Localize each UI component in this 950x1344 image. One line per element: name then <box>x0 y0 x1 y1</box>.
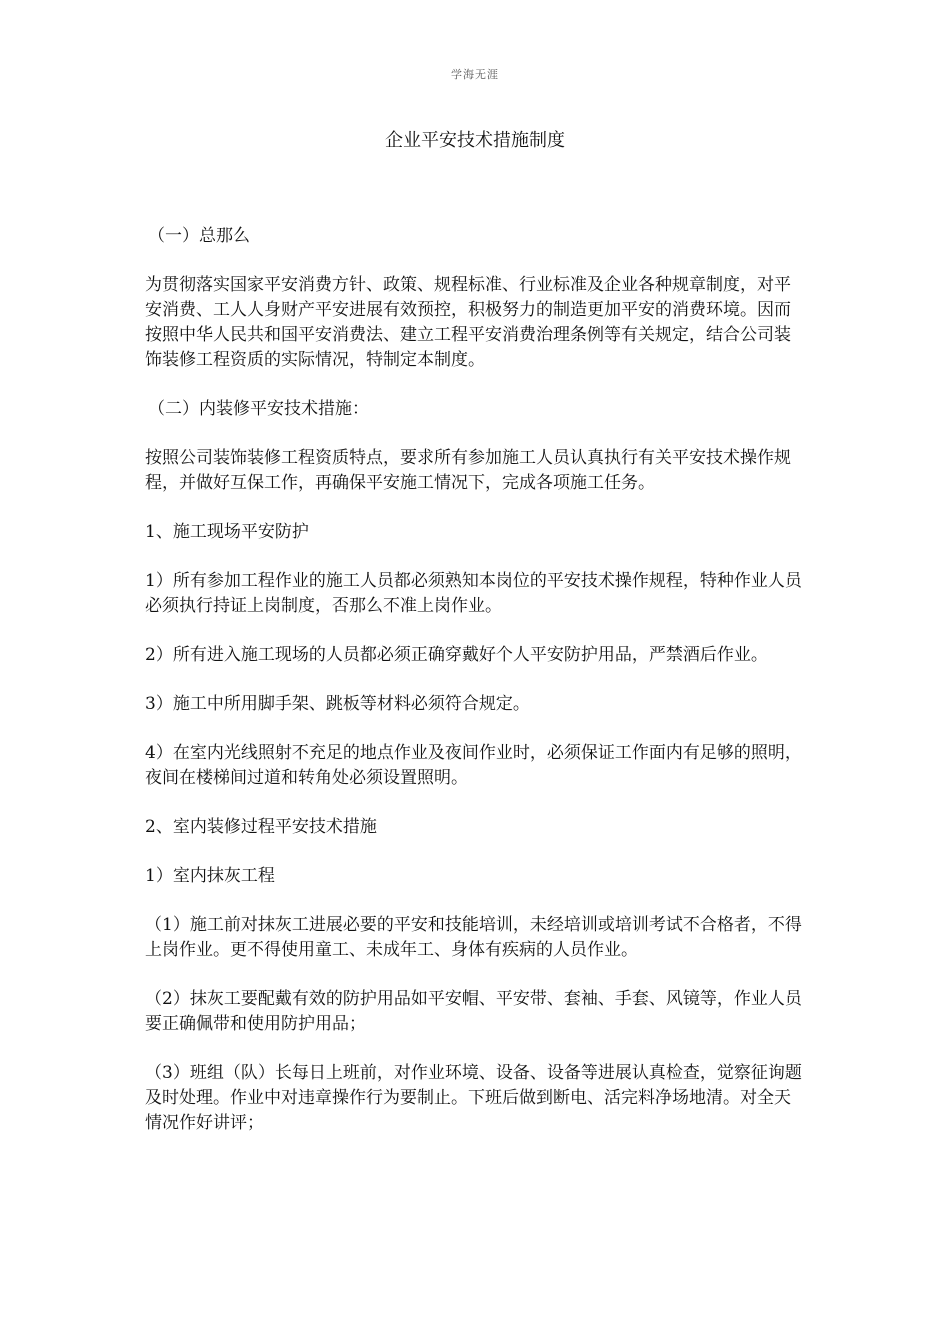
list-item: 2）所有进入施工现场的人员都必须正确穿戴好个人平安防护用品，严禁酒后作业。 <box>145 645 768 665</box>
section-heading-general: （一）总那么 <box>148 226 250 246</box>
document-title: 企业平安技术措施制度 <box>385 130 565 151</box>
list-item: 4）在室内光线照射不充足的地点作业及夜间作业时，必须保证工作面内有足够的照明，夜间在楼梯间过道和转角处必须设置照明。 <box>145 743 802 788</box>
subheading-site-protection: 1、施工现场平安防护 <box>145 522 309 542</box>
subheading-plastering: 1）室内抹灰工程 <box>145 866 275 886</box>
page-header: 学海无涯 <box>451 68 499 81</box>
list-item: （1）施工前对抹灰工进展必要的平安和技能培训，未经培训或培训考试不合格者，不得上岗作业。更不得使用童工、未成年工、身体有疾病的人员作业。 <box>145 915 802 960</box>
list-item: （3）班组（队）长每日上班前，对作业环境、设备、设备等进展认真检查，觉察征询题及时处理。作业中对违章操作行为要制止。下班后做到断电、活完料净场地清。对全天情况作好讲评； <box>145 1063 802 1133</box>
section-heading-measures: （二）内装修平安技术措施： <box>148 399 369 419</box>
list-item: 3）施工中所用脚手架、跳板等材料必须符合规定。 <box>145 694 530 714</box>
list-item: 1）所有参加工程作业的施工人员都必须熟知本岗位的平安技术操作规程，特种作业人员必须执行持证上岗制度，否那么不准上岗作业。 <box>145 571 802 616</box>
paragraph-requirements: 按照公司装饰装修工程资质特点，要求所有参加施工人员认真执行有关平安技术操作规程，并做好互保工作，再确保平安施工情况下，完成各项施工任务。 <box>145 448 791 493</box>
subheading-indoor-measures: 2、室内装修过程平安技术措施 <box>145 817 377 837</box>
paragraph-purpose: 为贯彻落实国家平安消费方针、政策、规程标准、行业标准及企业各种规章制度，对平安消费、工人人身财产平安进展有效预控，积极努力的制造更加平安的消费环境。因而按照中华人民共和国平安消费法、建立工程平安消费治理条例等有关规定，结合公司装饰装修工程资质的实际情况，特制定本制度。 <box>145 275 791 370</box>
list-item: （2）抹灰工要配戴有效的防护用品如平安帽、平安带、套袖、手套、风镜等，作业人员要正确佩带和使用防护用品； <box>145 989 802 1034</box>
document-body <box>145 224 805 1160</box>
